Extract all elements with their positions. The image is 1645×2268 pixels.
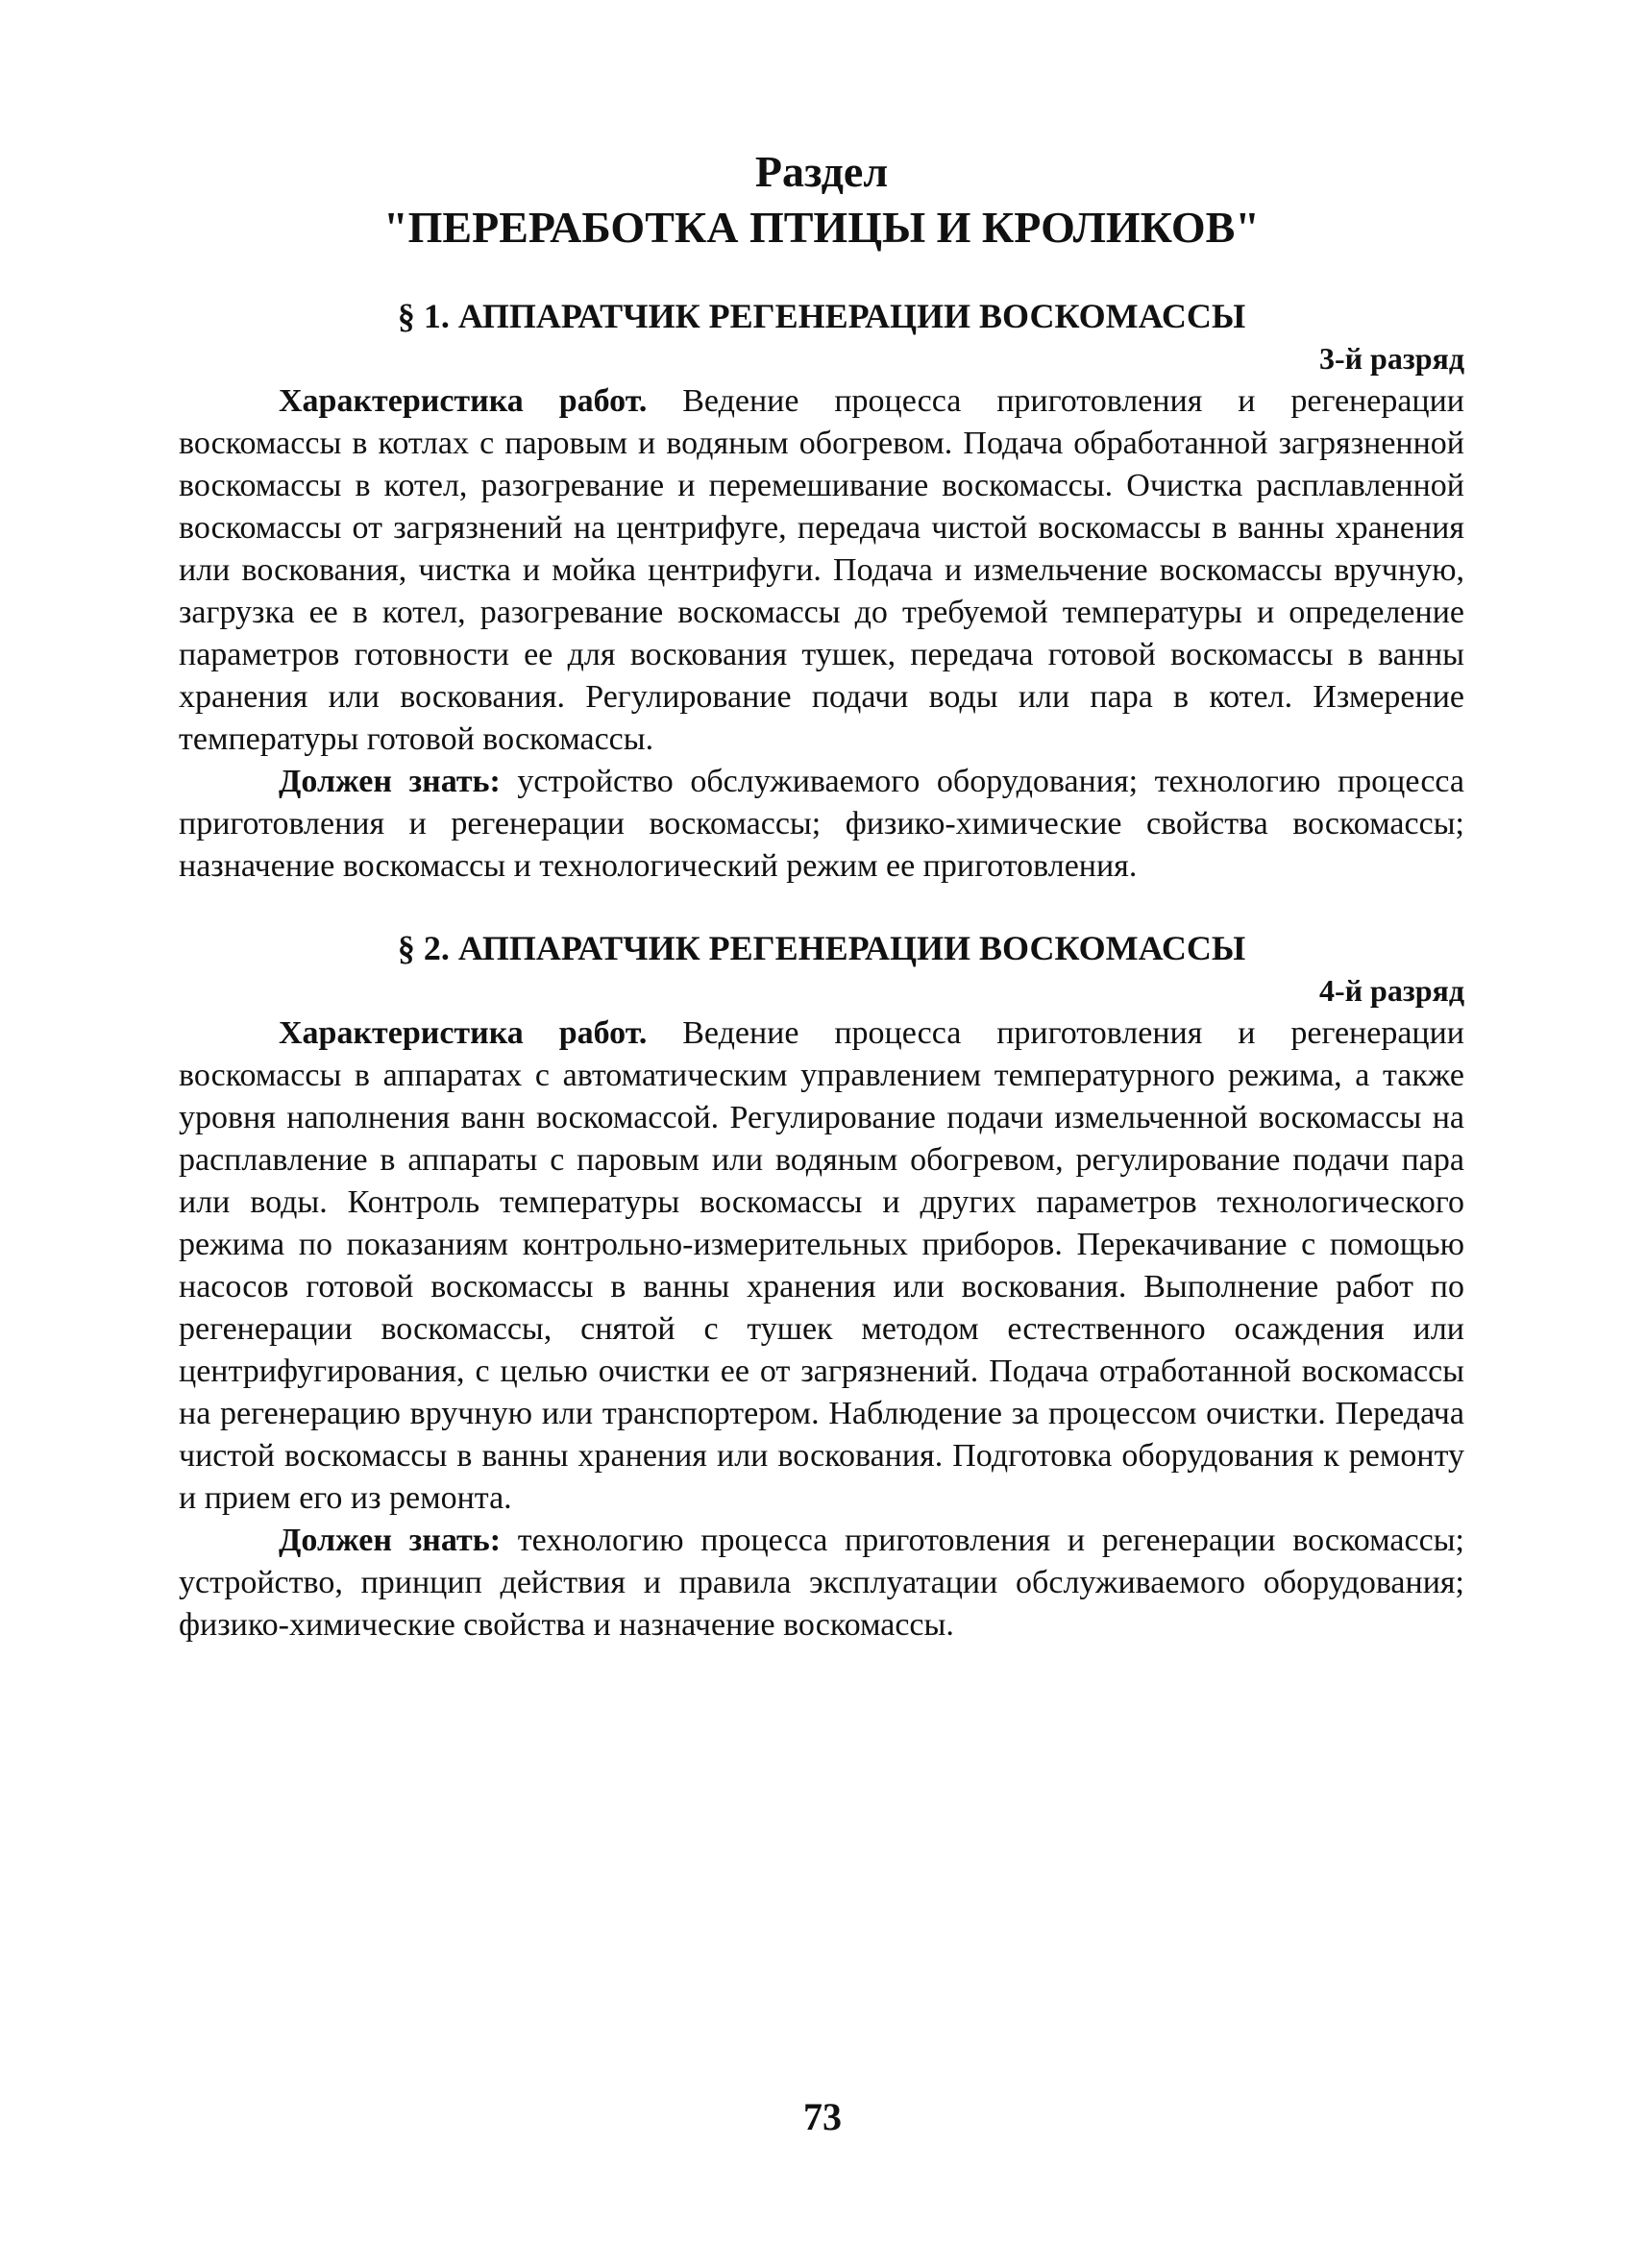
knowledge-body: устройство обслуживаемого оборудования; технологию процесса приготовления и регенерации воскомассы; физико-химические свойства воскомассы; назначение воскомассы и технологический режим ее приготовления. <box>179 764 1465 884</box>
characteristics-body: Ведение процесса приготовления и регенерации воскомассы в котлах с паровым и водяным обогревом. Подача обработанной загрязненной воскомассы в котел, разогревание и перемешивание воскомассы. Очистка расплавленной воскомассы от загрязнений на центрифуге, передача чистой воскомассы в ванны хранения или воскования, чистка и мойка центрифуги. Подача и измельчение воскомассы вручную, загрузка ее в котел, разогревание воскомассы до требуемой температуры и определение параметров готовности ее для воскования тушек, передача готовой воскомассы в ванны хранения или воскования. Регулирование подачи воды или пара в котел. Измерение температуры готовой воскомассы. <box>179 383 1464 757</box>
section-gap <box>179 888 1464 926</box>
grade-label: 4-й разряд <box>1318 973 1464 1008</box>
paragraph-heading: § 2. АППАРАТЧИК РЕГЕНЕРАЦИИ ВОСКОМАССЫ <box>397 929 1246 967</box>
section-title: "ПЕРЕРАБОТКА ПТИЦЫ И КРОЛИКОВ" <box>383 203 1260 252</box>
paragraph-2 <box>179 926 1464 1646</box>
page-number: 73 <box>803 2095 842 2138</box>
paragraph-heading: § 1. АППАРАТЧИК РЕГЕНЕРАЦИИ ВОСКОМАССЫ <box>397 297 1246 335</box>
characteristics-text <box>179 380 1464 761</box>
characteristics-label: Характеристика работ. <box>279 1015 648 1051</box>
knowledge-text <box>179 761 1464 888</box>
knowledge-text <box>179 1520 1464 1646</box>
knowledge-label: Должен знать: <box>279 1523 502 1558</box>
knowledge-label: Должен знать: <box>279 764 501 799</box>
characteristics-label: Характеристика работ. <box>279 383 648 419</box>
knowledge-body: технологию процесса приготовления и регенерации воскомассы; устройство, принцип действия и правила эксплуатации обслуживаемого оборудования; физико-химические свойства и назначение воскомассы. <box>179 1523 1464 1643</box>
paragraph-1 <box>179 294 1464 888</box>
document-page <box>179 144 1464 1646</box>
characteristics-text <box>179 1012 1464 1520</box>
grade-label: 3-й разряд <box>1318 341 1464 376</box>
section-label: Раздел <box>754 147 889 196</box>
characteristics-body: Ведение процесса приготовления и регенерации воскомассы в аппаратах с автоматическим управлением температурного режима, а также уровня наполнения ванн воскомассой. Регулирование подачи измельченной воскомассы на расплавление в аппараты с паровым или водяным обогревом, регулирование подачи пара или воды. Контроль температуры воскомассы и других параметров технологического режима по показаниям контрольно-измерительных приборов. Перекачивание с помощью насосов готовой воскомассы в ванны хранения или воскования. Выполнение работ по регенерации воскомассы, снятой с тушек методом естественного осаждения или центрифугирования, с целью очистки ее от загрязнений. Подача отработанной воскомассы на регенерацию вручную или транспортером. Наблюдение за процессом очистки. Передача чистой воскомассы в ванны хранения или воскования. Подготовка оборудования к ремонту и прием его из ремонта. <box>179 1015 1464 1516</box>
